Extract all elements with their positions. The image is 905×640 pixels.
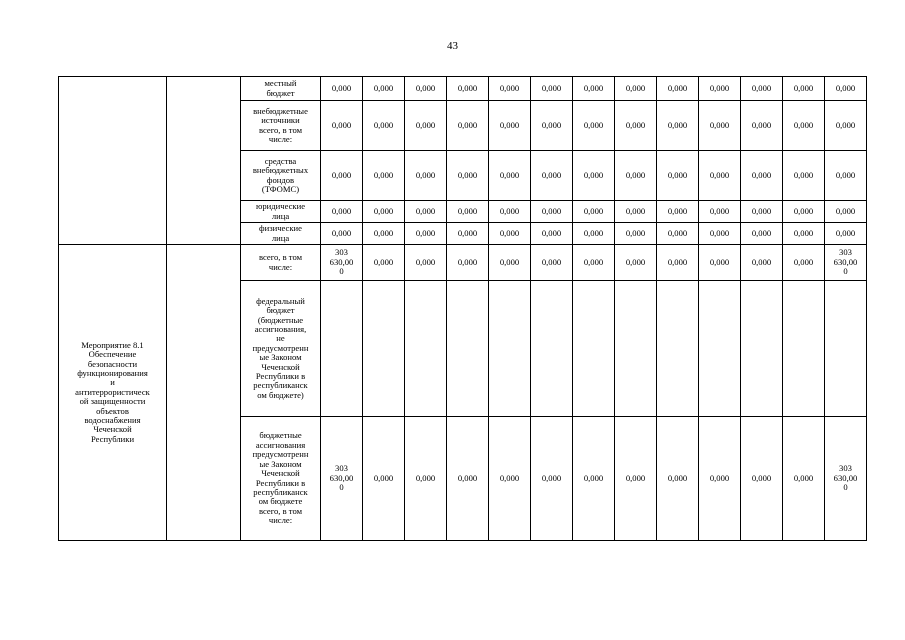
budget-table bbox=[58, 76, 867, 541]
value-cell bbox=[615, 281, 657, 417]
value-cell: 303 630,00 0 bbox=[321, 245, 363, 281]
value-cell: 0,000 bbox=[825, 201, 867, 223]
value-cell: 0,000 bbox=[783, 245, 825, 281]
value-cell: 0,000 bbox=[741, 151, 783, 201]
value-cell: 0,000 bbox=[363, 245, 405, 281]
value-cell bbox=[447, 281, 489, 417]
value-cell bbox=[363, 281, 405, 417]
value-cell bbox=[741, 281, 783, 417]
value-cell: 0,000 bbox=[489, 101, 531, 151]
table-row bbox=[59, 77, 867, 101]
value-cell: 0,000 bbox=[657, 223, 699, 245]
value-cell: 0,000 bbox=[489, 201, 531, 223]
value-cell: 0,000 bbox=[657, 417, 699, 541]
value-cell: 0,000 bbox=[615, 201, 657, 223]
value-cell: 0,000 bbox=[573, 101, 615, 151]
value-cell: 0,000 bbox=[741, 223, 783, 245]
funding-source-cell: внебюджетные источники всего, в том числе: bbox=[241, 101, 321, 151]
funding-source-cell: всего, в том числе: bbox=[241, 245, 321, 281]
value-cell: 0,000 bbox=[741, 101, 783, 151]
value-cell: 0,000 bbox=[489, 151, 531, 201]
executor-cell bbox=[167, 77, 241, 245]
value-cell: 0,000 bbox=[447, 151, 489, 201]
value-cell: 0,000 bbox=[699, 201, 741, 223]
value-cell: 0,000 bbox=[321, 101, 363, 151]
value-cell: 0,000 bbox=[531, 417, 573, 541]
value-cell: 0,000 bbox=[783, 151, 825, 201]
value-cell: 0,000 bbox=[573, 417, 615, 541]
value-cell: 0,000 bbox=[657, 77, 699, 101]
value-cell: 0,000 bbox=[699, 417, 741, 541]
value-cell: 0,000 bbox=[657, 201, 699, 223]
value-cell: 0,000 bbox=[405, 417, 447, 541]
value-cell: 0,000 bbox=[321, 201, 363, 223]
value-cell: 0,000 bbox=[531, 245, 573, 281]
value-cell: 0,000 bbox=[573, 201, 615, 223]
funding-source-cell: юридические лица bbox=[241, 201, 321, 223]
value-cell: 0,000 bbox=[531, 101, 573, 151]
value-cell: 0,000 bbox=[363, 223, 405, 245]
value-cell: 0,000 bbox=[699, 245, 741, 281]
executor-cell bbox=[167, 245, 241, 541]
value-cell: 0,000 bbox=[657, 151, 699, 201]
value-cell: 0,000 bbox=[489, 77, 531, 101]
value-cell: 0,000 bbox=[699, 151, 741, 201]
value-cell: 0,000 bbox=[741, 245, 783, 281]
value-cell: 0,000 bbox=[363, 201, 405, 223]
value-cell: 0,000 bbox=[363, 417, 405, 541]
value-cell: 0,000 bbox=[489, 417, 531, 541]
value-cell: 303 630,00 0 bbox=[825, 417, 867, 541]
value-cell: 0,000 bbox=[405, 151, 447, 201]
value-cell bbox=[699, 281, 741, 417]
event-name-cell: Мероприятие 8.1 Обеспечение безопасности функционирования и антитеррористическ ой защищенности объектов водоснабжения Чеченской Республики bbox=[59, 245, 167, 541]
funding-source-cell: бюджетные ассигнования предусмотренн ые Законом Чеченской Республики в республиканск ом бюджете всего, в том числе: bbox=[241, 417, 321, 541]
value-cell: 0,000 bbox=[573, 77, 615, 101]
value-cell: 0,000 bbox=[699, 77, 741, 101]
value-cell: 0,000 bbox=[321, 151, 363, 201]
funding-source-cell: средства внебюджетных фондов (ТФОМС) bbox=[241, 151, 321, 201]
value-cell bbox=[321, 281, 363, 417]
value-cell: 0,000 bbox=[363, 151, 405, 201]
value-cell: 0,000 bbox=[531, 77, 573, 101]
value-cell: 0,000 bbox=[531, 223, 573, 245]
value-cell: 0,000 bbox=[657, 245, 699, 281]
value-cell: 0,000 bbox=[405, 223, 447, 245]
value-cell bbox=[405, 281, 447, 417]
funding-source-cell: физические лица bbox=[241, 223, 321, 245]
value-cell: 0,000 bbox=[615, 223, 657, 245]
value-cell: 0,000 bbox=[825, 77, 867, 101]
value-cell: 0,000 bbox=[363, 77, 405, 101]
value-cell: 0,000 bbox=[783, 101, 825, 151]
value-cell: 0,000 bbox=[615, 151, 657, 201]
value-cell: 0,000 bbox=[447, 101, 489, 151]
value-cell: 0,000 bbox=[321, 77, 363, 101]
value-cell: 0,000 bbox=[741, 201, 783, 223]
value-cell: 0,000 bbox=[489, 245, 531, 281]
funding-source-cell: местный бюджет bbox=[241, 77, 321, 101]
value-cell: 0,000 bbox=[615, 101, 657, 151]
value-cell: 0,000 bbox=[489, 223, 531, 245]
value-cell bbox=[489, 281, 531, 417]
value-cell: 0,000 bbox=[783, 201, 825, 223]
value-cell: 0,000 bbox=[447, 417, 489, 541]
value-cell: 0,000 bbox=[531, 201, 573, 223]
funding-source-cell: федеральный бюджет (бюджетные ассигнования, не предусмотренн ые Законом Чеченской Республики в республиканск ом бюджете) bbox=[241, 281, 321, 417]
value-cell: 0,000 bbox=[531, 151, 573, 201]
value-cell: 0,000 bbox=[699, 223, 741, 245]
page-number: 43 bbox=[447, 40, 458, 52]
value-cell bbox=[657, 281, 699, 417]
value-cell: 0,000 bbox=[405, 245, 447, 281]
value-cell: 0,000 bbox=[573, 245, 615, 281]
value-cell: 0,000 bbox=[615, 77, 657, 101]
value-cell: 0,000 bbox=[783, 417, 825, 541]
value-cell: 0,000 bbox=[699, 101, 741, 151]
value-cell: 0,000 bbox=[783, 77, 825, 101]
value-cell bbox=[573, 281, 615, 417]
value-cell: 0,000 bbox=[405, 101, 447, 151]
value-cell: 0,000 bbox=[657, 101, 699, 151]
value-cell: 0,000 bbox=[321, 223, 363, 245]
value-cell: 303 630,00 0 bbox=[825, 245, 867, 281]
value-cell: 0,000 bbox=[573, 223, 615, 245]
value-cell: 303 630,00 0 bbox=[321, 417, 363, 541]
value-cell: 0,000 bbox=[447, 77, 489, 101]
value-cell bbox=[825, 281, 867, 417]
table-body bbox=[59, 77, 867, 541]
value-cell: 0,000 bbox=[405, 201, 447, 223]
value-cell: 0,000 bbox=[363, 101, 405, 151]
value-cell: 0,000 bbox=[615, 417, 657, 541]
value-cell: 0,000 bbox=[741, 77, 783, 101]
value-cell: 0,000 bbox=[447, 223, 489, 245]
value-cell: 0,000 bbox=[615, 245, 657, 281]
previous-event-cell bbox=[59, 77, 167, 245]
table-row bbox=[59, 245, 867, 281]
value-cell: 0,000 bbox=[825, 151, 867, 201]
value-cell: 0,000 bbox=[573, 151, 615, 201]
value-cell bbox=[531, 281, 573, 417]
value-cell: 0,000 bbox=[447, 201, 489, 223]
value-cell: 0,000 bbox=[741, 417, 783, 541]
value-cell: 0,000 bbox=[447, 245, 489, 281]
value-cell: 0,000 bbox=[825, 223, 867, 245]
value-cell: 0,000 bbox=[825, 101, 867, 151]
value-cell bbox=[783, 281, 825, 417]
value-cell: 0,000 bbox=[405, 77, 447, 101]
value-cell: 0,000 bbox=[783, 223, 825, 245]
